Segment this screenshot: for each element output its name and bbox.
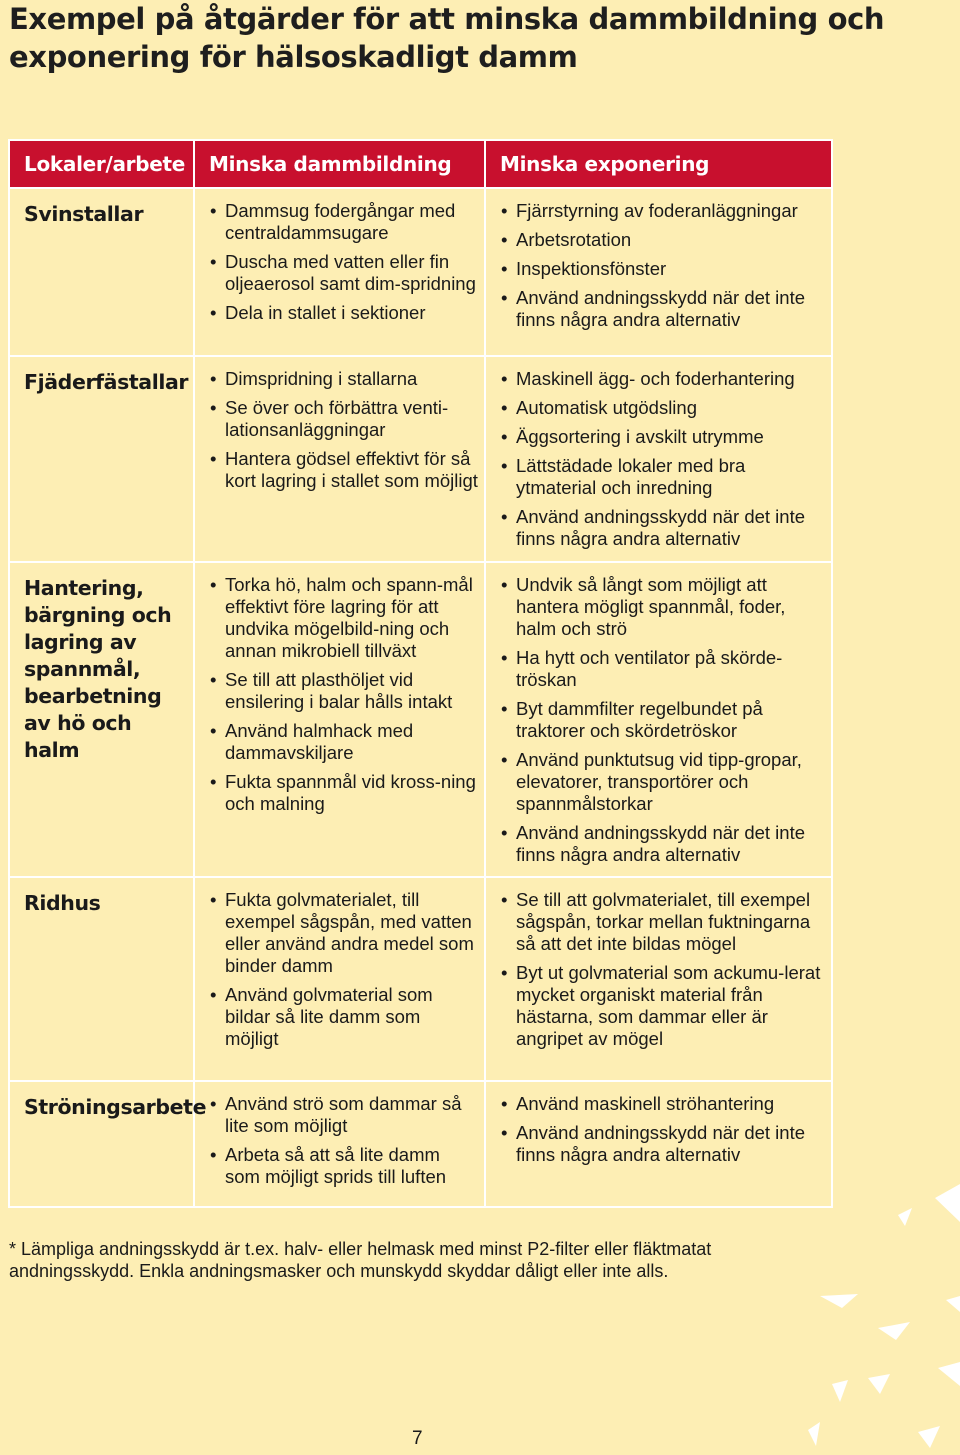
row-location: Svinstallar [9,188,194,356]
footnote [9,1238,711,1282]
footnote-line-2: andningsskydd. Enkla andningsmasker och munskydd skyddar dåligt eller inte alls. [9,1261,669,1281]
row-location: Ridhus [9,877,194,1081]
list-item: • Automatisk utgödsling [500,397,825,419]
page-number: 7 [412,1428,423,1449]
row-location: Ströningsarbete [9,1081,194,1207]
header-reduce-dust: Minska dammbildning [194,140,485,188]
list-item: • Byt dammfilter regelbundet på traktorer och skördetröskor [500,698,825,742]
table-row [9,188,832,356]
table-row [9,877,832,1081]
footnote-line-1: * Lämpliga andningsskydd är t.ex. halv- eller helmask med minst P2-filter eller fläktmatat [9,1239,712,1259]
list-item: • Lättstädade lokaler med bra ytmaterial och inredning [500,455,825,499]
reduce-exposure-cell [485,562,832,877]
list-item: • Äggsortering i avskilt utrymme [500,426,825,448]
reduce-exposure-cell [485,877,832,1081]
list-item: • Se till att plasthöljet vid ensilering i balar hålls intakt [209,669,478,713]
list-item: • Maskinell ägg- och foderhantering [500,368,825,390]
table-row [9,562,832,877]
list-item: • Använd strö som dammar så lite som möjligt [209,1093,478,1137]
reduce-exposure-cell [485,356,832,562]
list-item: • Fukta golvmaterialet, till exempel sågspån, med vatten eller använd andra medel som binder damm [209,889,478,977]
page-title [9,0,884,76]
page-title-line-1: Exempel på åtgärder för att minska dammbildning och [9,2,885,36]
list-item: • Använd andningsskydd när det inte finns några andra alternativ [500,287,825,331]
reduce-dust-cell [194,188,485,356]
list-item: • Använd maskinell ströhantering [500,1093,825,1115]
page-title-line-2: exponering för hälsoskadligt damm [9,40,578,74]
list-item: • Använd punktutsug vid tipp-gropar, elevatorer, transportörer och spannmålstorkar [500,749,825,815]
list-item: • Fukta spannmål vid kross-ning och malning [209,771,478,815]
reduce-dust-cell [194,1081,485,1207]
header-reduce-exposure: Minska exponering [485,140,832,188]
list-item: • Inspektionsfönster [500,258,825,280]
list-item: • Använd golvmaterial som bildar så lite damm som möjligt [209,984,478,1050]
list-item: • Använd halmhack med dammavskiljare [209,720,478,764]
list-item: • Dela in stallet i sektioner [209,302,478,324]
list-item: • Byt ut golvmaterial som ackumu-lerat mycket organiskt material från hästarna, som dammar eller är angripet av mögel [500,962,825,1050]
table-header-row [9,140,832,188]
list-item: • Arbetsrotation [500,229,825,251]
reduce-dust-cell [194,356,485,562]
list-item: • Använd andningsskydd när det inte finns några andra alternativ [500,822,825,866]
list-item: • Torka hö, halm och spann-mål effektivt före lagring för att undvika mögelbild-ning och annan mikrobiell tillväxt [209,574,478,662]
list-item: • Fjärrstyrning av foderanläggningar [500,200,825,222]
list-item: • Ha hytt och ventilator på skörde-tröskan [500,647,825,691]
reduce-dust-cell [194,877,485,1081]
list-item: • Se över och förbättra venti-lationsanläggningar [209,397,478,441]
header-location: Lokaler/arbete [9,140,194,188]
list-item: • Se till att golvmaterialet, till exempel sågspån, torkar mellan fuktningarna så att det inte bildas mögel [500,889,825,955]
reduce-exposure-cell [485,1081,832,1207]
list-item: • Undvik så långt som möjligt att hantera mögligt spannmål, foder, halm och strö [500,574,825,640]
table-row [9,356,832,562]
table-row [9,1081,832,1207]
list-item: • Dimspridning i stallarna [209,368,478,390]
list-item: • Använd andningsskydd när det inte finns några andra alternativ [500,1122,825,1166]
reduce-dust-cell [194,562,485,877]
row-location: Fjäderfästallar [9,356,194,562]
list-item: • Arbeta så att så lite damm som möjligt sprids till luften [209,1144,478,1188]
row-location: Hantering, bärgning och lagring av spannmål, bearbetning av hö och halm [9,562,194,877]
list-item: • Dammsug fodergångar med centraldammsugare [209,200,478,244]
list-item: • Använd andningsskydd när det inte finns några andra alternativ [500,506,825,550]
list-item: • Duscha med vatten eller fin oljeaerosol samt dim-spridning [209,251,478,295]
measures-table [8,139,833,1208]
list-item: • Hantera gödsel effektivt för så kort lagring i stallet som möjligt [209,448,478,492]
reduce-exposure-cell [485,188,832,356]
